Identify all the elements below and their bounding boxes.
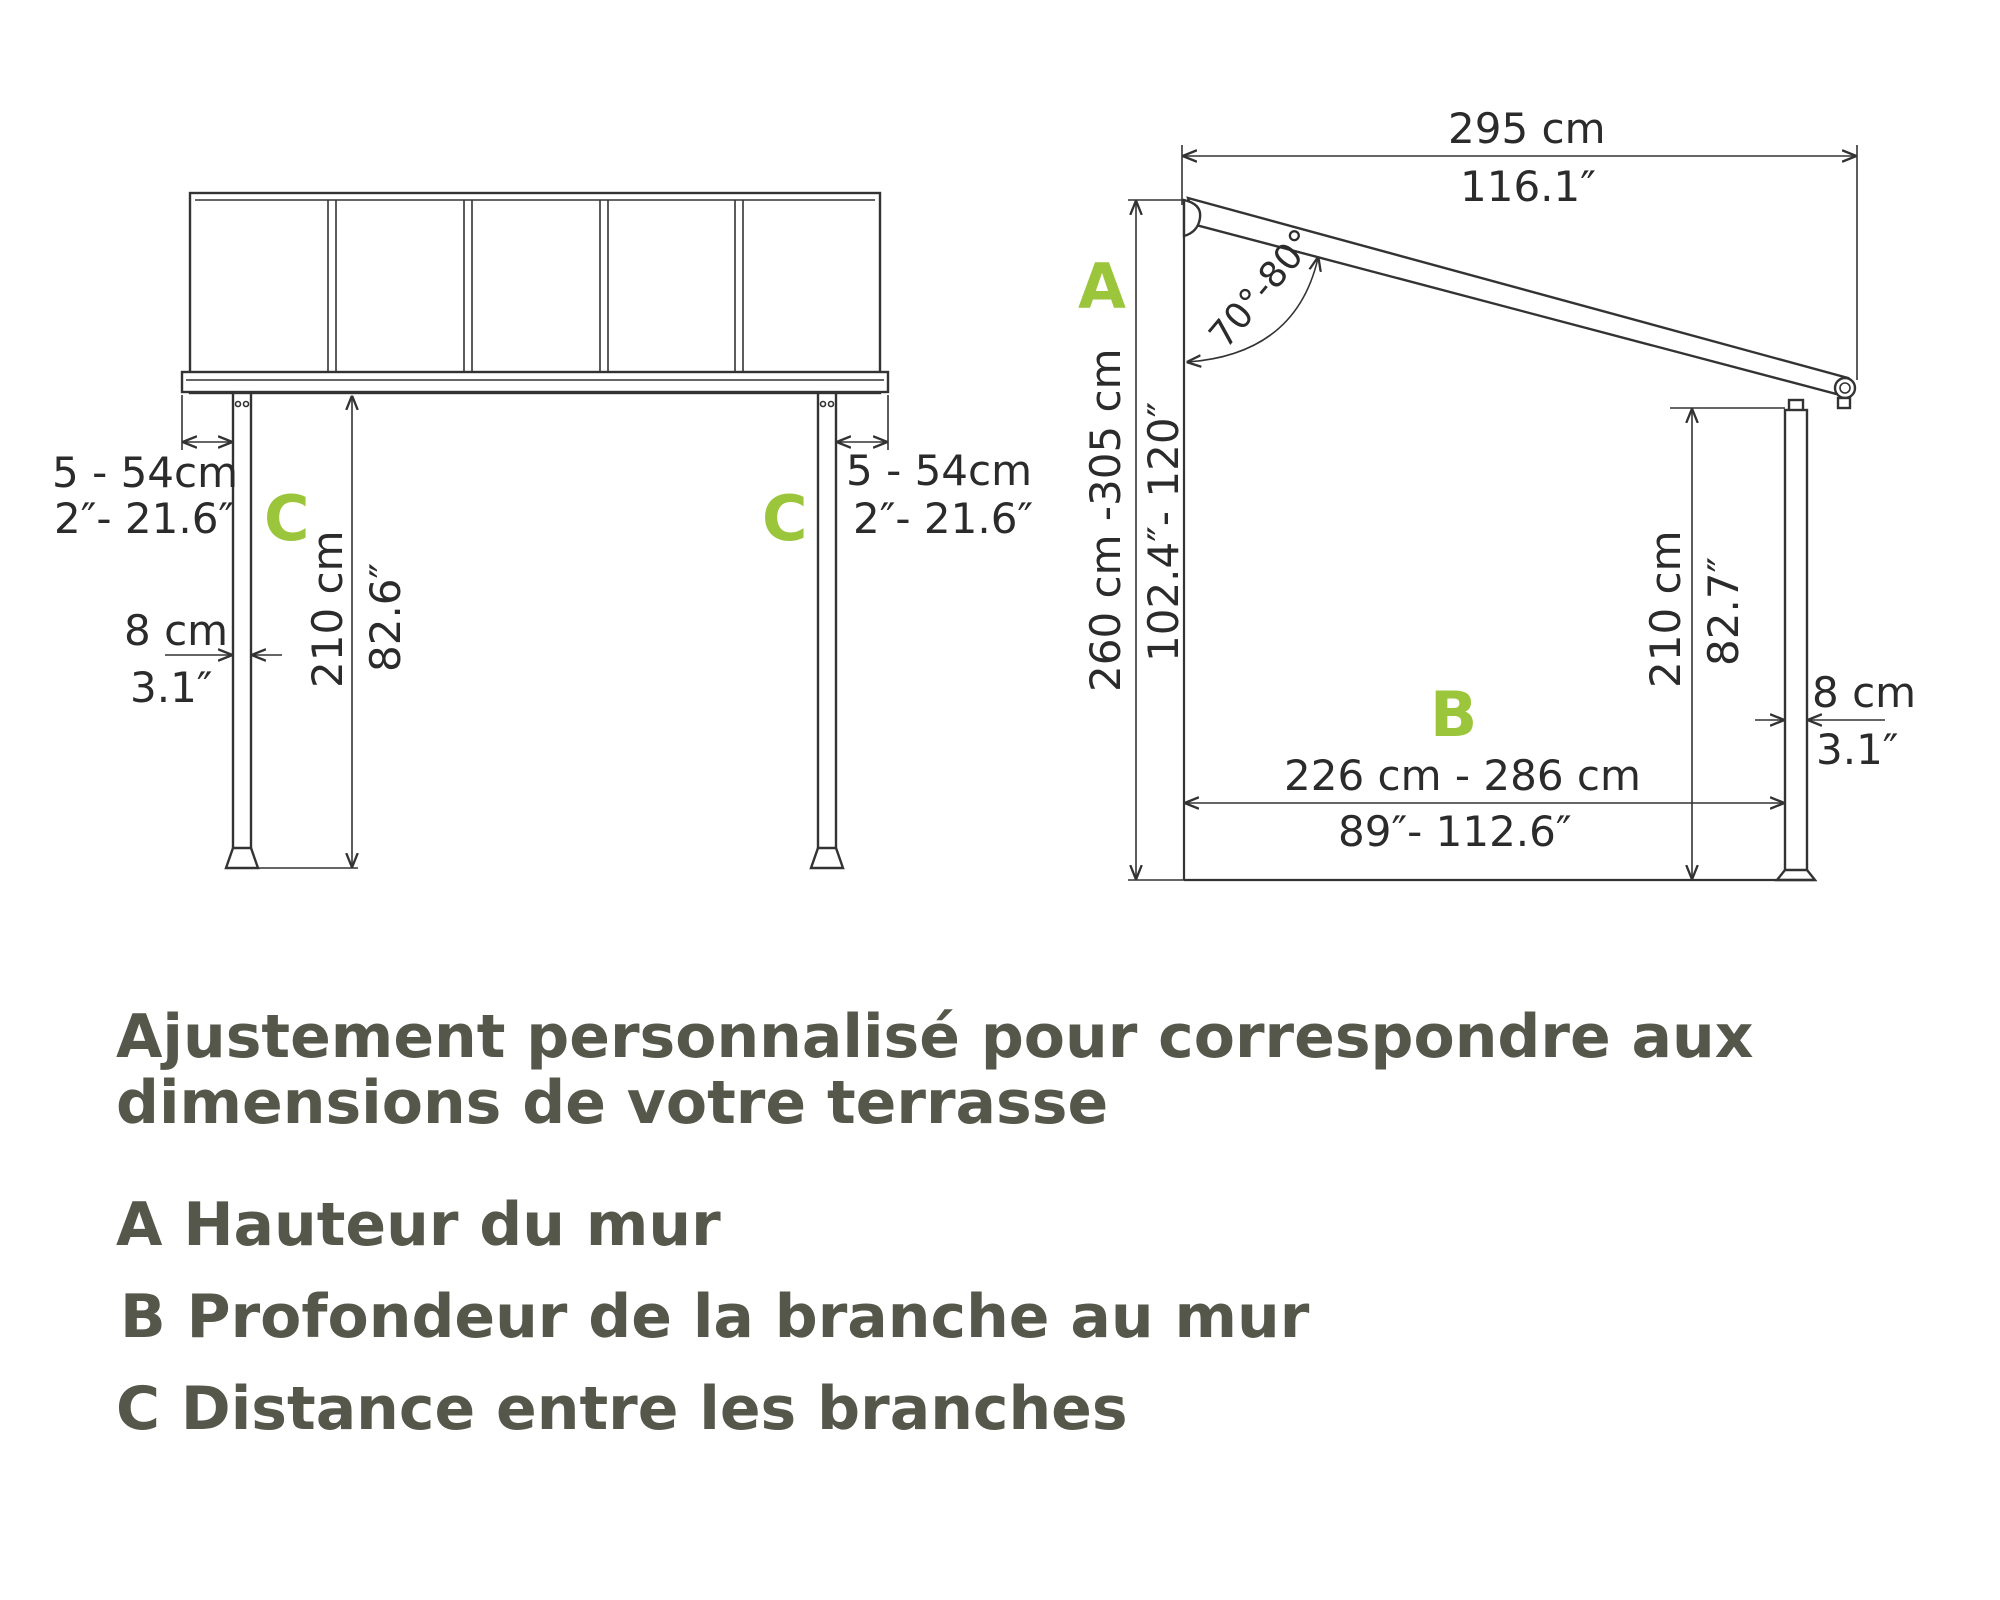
angle-label: 70°-80° [1201,221,1324,356]
front-height-in: 82.6″ [361,562,410,672]
front-right-gap-in: 2″- 21.6″ [853,494,1034,543]
front-left-gap-in: 2″- 21.6″ [54,494,235,543]
legend-b: B Profondeur de la branche au mur [120,1282,1310,1352]
letter-c-right: C [762,482,808,555]
wall-height-cm: 260 cm -305 cm [1081,348,1130,692]
front-post-width-in: 3.1″ [130,663,213,712]
letter-c-left: C [264,482,310,555]
letter-a: A [1078,250,1126,323]
wall-height-in: 102.4″- 120″ [1139,401,1188,662]
front-right-gap-cm: 5 - 54cm [846,446,1033,495]
legend-c: C Distance entre les branches [116,1374,1128,1444]
side-post [1777,400,1815,880]
side-view [1078,104,1916,880]
side-post-width-cm: 8 cm [1812,668,1917,717]
front-height-cm: 210 cm [303,530,352,688]
caption-title: Ajustement personnalisé pour correspondre aux dimensions de votre terrasse [116,1002,1754,1138]
letter-b: B [1430,678,1478,751]
front-left-gap-cm: 5 - 54cm [52,448,239,497]
side-post-height-in: 82.7″ [1699,556,1748,666]
side-width-cm: 295 cm [1448,104,1606,153]
front-right-post [811,393,843,868]
depth-cm: 226 cm - 286 cm [1284,751,1641,800]
front-view [52,193,1033,868]
front-post-width-cm: 8 cm [124,606,229,655]
depth-in: 89″- 112.6″ [1338,807,1572,856]
legend-a: A Hauteur du mur [116,1190,721,1260]
side-width-in: 116.1″ [1460,162,1596,211]
front-roof [182,193,888,393]
side-post-height-cm: 210 cm [1641,530,1690,688]
side-post-width-in: 3.1″ [1816,725,1899,774]
